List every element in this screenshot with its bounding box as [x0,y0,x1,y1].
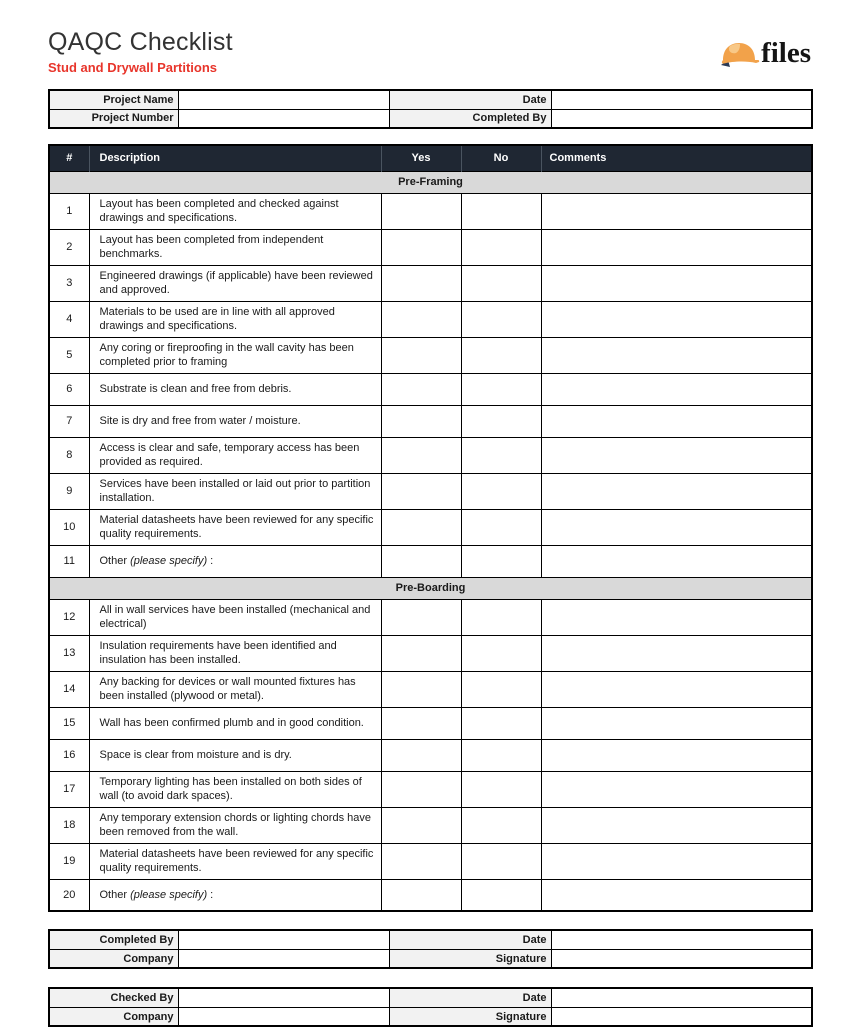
yes-cell[interactable] [381,807,461,843]
row-number: 13 [49,635,89,671]
no-cell[interactable] [461,843,541,879]
row-number: 10 [49,509,89,545]
brand-name: files [761,36,811,69]
signature-label: Signature [389,949,551,968]
checklist-row [49,193,812,229]
row-number: 6 [49,373,89,405]
yes-cell[interactable] [381,301,461,337]
row-description: Material datasheets have been reviewed for any specific quality requirements. [89,509,381,545]
checklist-header-row [49,145,812,171]
no-cell[interactable] [461,671,541,707]
no-cell[interactable] [461,337,541,373]
comments-cell[interactable] [541,509,812,545]
checked-by-input[interactable] [178,988,389,1007]
yes-cell[interactable] [381,545,461,577]
column-header-description: Description [89,145,381,171]
yes-cell[interactable] [381,635,461,671]
date-input[interactable] [551,90,812,109]
project-number-label: Project Number [49,109,178,128]
row-description: Any temporary extension chords or lighting chords have been removed from the wall. [89,807,381,843]
comments-cell[interactable] [541,635,812,671]
checklist-row [49,301,812,337]
row-description: Insulation requirements have been identified and insulation has been installed. [89,635,381,671]
comments-cell[interactable] [541,707,812,739]
yes-cell[interactable] [381,671,461,707]
row-number: 17 [49,771,89,807]
row-description: Access is clear and safe, temporary access has been provided as required. [89,437,381,473]
column-header-no: No [461,145,541,171]
checklist-row [49,265,812,301]
document-header [48,28,811,75]
row-number: 9 [49,473,89,509]
title-block [48,28,233,75]
row-number: 2 [49,229,89,265]
project-name-label: Project Name [49,90,178,109]
comments-cell[interactable] [541,599,812,635]
column-header-comments: Comments [541,145,812,171]
form-row [49,109,812,128]
yes-cell[interactable] [381,707,461,739]
no-cell[interactable] [461,545,541,577]
row-description: Services have been installed or laid out prior to partition installation. [89,473,381,509]
yes-cell[interactable] [381,473,461,509]
checklist-row [49,739,812,771]
no-cell[interactable] [461,771,541,807]
section-header-pre-framing: Pre-Framing [49,171,812,193]
row-number: 11 [49,545,89,577]
yes-cell[interactable] [381,599,461,635]
no-cell[interactable] [461,635,541,671]
yes-cell[interactable] [381,437,461,473]
row-description-segment: Other [99,888,131,901]
comments-cell[interactable] [541,373,812,405]
checklist-row [49,473,812,509]
no-cell[interactable] [461,707,541,739]
row-number: 7 [49,405,89,437]
comments-cell[interactable] [541,807,812,843]
signature-input[interactable] [551,949,812,968]
company-input[interactable] [178,949,389,968]
date-label: Date [389,930,551,949]
no-cell[interactable] [461,193,541,229]
column-header-yes: Yes [381,145,461,171]
section-row [49,577,812,599]
checklist-table [48,144,813,912]
date-input[interactable] [551,930,812,949]
comments-cell[interactable] [541,879,812,911]
comments-cell[interactable] [541,771,812,807]
yes-cell[interactable] [381,265,461,301]
row-description-segment: (please specify) [130,554,208,567]
completed-by-input[interactable] [178,930,389,949]
row-number: 1 [49,193,89,229]
yes-cell[interactable] [381,771,461,807]
yes-cell[interactable] [381,739,461,771]
form-row [49,988,812,1007]
yes-cell[interactable] [381,229,461,265]
checklist-body [49,171,812,911]
checklist-row [49,671,812,707]
row-description: Any backing for devices or wall mounted fixtures has been installed (plywood or metal). [89,671,381,707]
no-cell[interactable] [461,509,541,545]
no-cell[interactable] [461,405,541,437]
row-description [89,879,381,911]
checklist-row [49,707,812,739]
hardhat-icon [718,36,760,70]
signature-area [48,929,811,1027]
project-number-input[interactable] [178,109,389,128]
signature-label: Signature [389,1007,551,1026]
row-description-segment: : [207,554,214,567]
row-description: Materials to be used are in line with all approved drawings and specifications. [89,301,381,337]
yes-cell[interactable] [381,337,461,373]
row-description [89,545,381,577]
row-number: 15 [49,707,89,739]
row-description: Any coring or fireproofing in the wall cavity has been completed prior to framing [89,337,381,373]
no-cell[interactable] [461,879,541,911]
no-cell[interactable] [461,437,541,473]
yes-cell[interactable] [381,193,461,229]
company-label: Company [49,1007,178,1026]
column-header-number: # [49,145,89,171]
checklist-row [49,509,812,545]
project-info-body [49,90,812,128]
form-row [49,930,812,949]
row-number: 3 [49,265,89,301]
form-row [49,949,812,968]
no-cell[interactable] [461,301,541,337]
row-description-segment: (please specify) [130,888,208,901]
row-description: Temporary lighting has been installed on both sides of wall (to avoid dark spaces). [89,771,381,807]
checklist-row [49,599,812,635]
comments-cell[interactable] [541,193,812,229]
comments-cell[interactable] [541,473,812,509]
yes-cell[interactable] [381,405,461,437]
section-header-pre-boarding: Pre-Boarding [49,577,812,599]
checklist-row [49,437,812,473]
row-number: 20 [49,879,89,911]
signature-table-completed-by [48,929,813,969]
date-input[interactable] [551,988,812,1007]
row-description: Material datasheets have been reviewed for any specific quality requirements. [89,843,381,879]
row-number: 16 [49,739,89,771]
page-subtitle: Stud and Drywall Partitions [48,60,218,75]
row-description-segment: Other [99,554,131,567]
page-title: QAQC Checklist [48,28,233,56]
comments-cell[interactable] [541,843,812,879]
project-info-table [48,89,813,129]
form-row [49,90,812,109]
yes-cell[interactable] [381,879,461,911]
date-label: Date [389,988,551,1007]
row-number: 12 [49,599,89,635]
checklist-row [49,771,812,807]
row-number: 14 [49,671,89,707]
signature-table-checked-by [48,987,813,1027]
section-row [49,171,812,193]
completed-by-label: Completed By [49,930,178,949]
row-description: Space is clear from moisture and is dry. [89,739,381,771]
checklist-row [49,373,812,405]
comments-cell[interactable] [541,739,812,771]
checklist-row [49,843,812,879]
comments-cell[interactable] [541,437,812,473]
company-label: Company [49,949,178,968]
row-description: Site is dry and free from water / moisture. [89,405,381,437]
row-description: All in wall services have been installed (mechanical and electrical) [89,599,381,635]
comments-cell[interactable] [541,545,812,577]
yes-cell[interactable] [381,843,461,879]
comments-cell[interactable] [541,337,812,373]
no-cell[interactable] [461,739,541,771]
brand-logo [718,36,811,70]
row-description: Layout has been completed from independent benchmarks. [89,229,381,265]
no-cell[interactable] [461,229,541,265]
row-description-segment: : [207,888,214,901]
comments-cell[interactable] [541,671,812,707]
row-description: Wall has been confirmed plumb and in good condition. [89,707,381,739]
checklist-row [49,337,812,373]
yes-cell[interactable] [381,373,461,405]
row-number: 8 [49,437,89,473]
row-description: Layout has been completed and checked against drawings and specifications. [89,193,381,229]
no-cell[interactable] [461,265,541,301]
comments-cell[interactable] [541,265,812,301]
date-label: Date [389,90,551,109]
row-description: Engineered drawings (if applicable) have been reviewed and approved. [89,265,381,301]
project-name-input[interactable] [178,90,389,109]
checklist-row [49,229,812,265]
no-cell[interactable] [461,807,541,843]
comments-cell[interactable] [541,405,812,437]
row-description: Substrate is clean and free from debris. [89,373,381,405]
row-number: 18 [49,807,89,843]
checklist-row [49,879,812,911]
no-cell[interactable] [461,599,541,635]
comments-cell[interactable] [541,229,812,265]
checklist-row [49,635,812,671]
checklist-row [49,545,812,577]
row-number: 19 [49,843,89,879]
checked-by-label: Checked By [49,988,178,1007]
completed-by-label: Completed By [389,109,551,128]
comments-cell[interactable] [541,301,812,337]
completed-by-input[interactable] [551,109,812,128]
row-number: 5 [49,337,89,373]
no-cell[interactable] [461,373,541,405]
checklist-row [49,405,812,437]
checklist-row [49,807,812,843]
row-number: 4 [49,301,89,337]
no-cell[interactable] [461,473,541,509]
yes-cell[interactable] [381,509,461,545]
